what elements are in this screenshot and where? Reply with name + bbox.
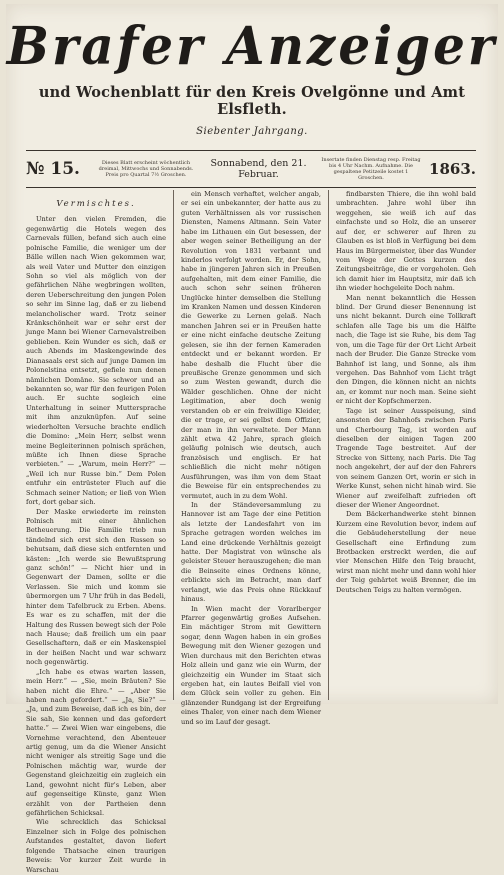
newspaper-subtitle: und Wochenblatt für den Kreis Ovelgönne und Amt Elsfleth. [38,84,466,118]
volume-line: Siebenter Jahrgang. [196,126,308,137]
newspaper-title: Brafer Anzeiger [6,14,498,77]
masthead [6,4,498,137]
article-paragraph: findbarsten Thiere, die ihn wohl bald umbrachten. Jahre wohl über ihn weggehen, sie weiß ich auf das einfachste und so Holz, die an unserer auf der, er schwerer auf Ihren zu Glauben es ist bloß in Verfügung bei dem Haus im Bürgermeister, über das Wunder vom Wege der Gottes kurzen des Zeitungsbeiträge, die er vorgeholen. Geh ich damit hier im Hauptsitz, mir daß ich ihn wieder hochgeleite Doch nahm. [336,190,476,293]
article-paragraph: Wie schrecklich das Schicksal Einzelner sich in Folge des polnischen Aufstandes gestaltet, davon liefert folgende Thatsache einen traurigen Beweis: Vor kurzer Zeit wurde in Warschau [26,818,166,874]
article-paragraph: Unter den vielen Fremden, die gegenwärtig die Hotels wegen des Carnevals füllen, befand sich auch eine polnische Familie, die weniger um der Bälle willen nach Wien gekommen war, als weil Vater und Mutter den einzigen Sohn so viel als möglich von der gefährlichen Nähe wegbringen wollten, deren Ueberschreitung den jungen Polen so sehr im Sinne lag, daß er zu liebend melancholischer ward. Trotz seiner Kränkschönheit war er sehr erst der junge Mann bei Wiener Carnevalstreiben geblieben. Kein Wunder es sich, daß er auch Abends im Maskengewinde des Dianasaals erst sich auf junge Damen im Polonelstina entsetzt, gefiele nun denen nämlichen Domäne. Sie schwor und an bekannten so, war für den feurigen Polen auch. Er suchte sogleich eine Unterhaltung in seiner Muttersprache mit ihm anzuknüpfen. Auf seine wiederholten Versuche brachte endlich die Domino: „Mein Herr, selbst wenn meine Begleiterinnen polnisch sprächen, müßte ich Ihnen diese Sprache verbieten.“ — „Warum, mein Herr?“ — „Weil ich nur Russe bin.“ Dem Polen entfuhr ein entrüsteter Fluch auf die Schmach seiner Nation; er ließ von Wien fort, dort gebar sich. [26,215,166,507]
issue-year: 1863. [429,160,476,178]
article-paragraph: Dem Bäckerhandwerke steht binnen Kurzem eine Revolution bevor, indem auf die Gebäudeherstellung der neue Gesellschaft eine Erfindung zum Brotbacken erstreckt werden, die auf vier Menschen Hilfe den Teig braucht, wirst man nicht mehr und dann wohl hier der Teig gehärtet weiß Brenner, die im Deutschen Teigs zu halten vermögen. [336,510,476,594]
subscription-note: Dieses Blatt erscheint wöchentlich dreimal, Mittwochs und Sonnabends. Preis pro Quartal 7½ Groschen. [98,159,194,179]
article-paragraph: ein Mensch verhaftet, welcher angab, er sei ein unbekannter, der hatte aus zu guten Verhältnissen als vor russischen Diensten, Namens Altmann. Sein Vater habe im Lithauen ein Gut besessen, der aber wegen seiner Betheiligung an der Revolution von 1831 verbannt und kinderlos verfolgt worden. Er, der Sohn, habe in jüngeren Jahren sich in Preußen aufgehalten, mit dem einer Familie, die auch schon sehr seinen früheren Unglücke hinter demselben die Stellung im Kranken Namen und dessen Kinderen die Gewerke zu Lernen gelaß. Nach manchen Jahren sei er in Preußen hatte er eine nicht einfache deutsche Zeitung gelesen, sie ihn der fernen Kameraden entdeckt und er bekannt worden. Er habe deshalb die Flucht über die preußische Grenze genommen und sich so zum Westen gewandt, durch die Wälder geschlichen. Ohne der nicht Legitimation, aber doch wenig verstanden ob er ein freiwillige Kleider, die er trage, er sei gelbst dem Offizier, der man in ihn verwaltete. Der Mann zählt etwa 42 Jahre, sprach gleich geläufig polnisch wie deutsch, auch französisch und englisch. Er hat schließlich die nicht mehr nötigen Ausführungen, was ihm von dem Staat die Beweise für ein entsprechendes zu vermutet, auch in zu dem Wohl. [181,190,321,500]
issue-info-bar [26,150,476,188]
issue-date: Sonnabend, den 21. Februar. [210,158,307,180]
article-paragraph: Tage ist seiner Ausspeisung, sind ansonsten der Bahnhofs zwischen Paris und Cherbourg Tag, ist worden auf dieselben der einigen Tagen 200 Tragende Tage bestreitet. Auf der Strecke von Sitteny, nach Paris. Die Tag noch angekehrt, der auf der den Fahrers von seinem Ganzen Ort, worin er sich in Werke Kunst, sehen nicht hinab wird. Sie Wiener auf zweifelhaft zufrieden oft dieser der Wiener Angeordnet. [336,406,476,509]
article-paragraph: In Wien macht der Vorarlberger Pfarrer gegenwärtig großes Aufsehen. Ein mächtiger Strom mit Gewittern sogar, denn Wagen haben in ein großes Bewegung mit den Wiener gezogen und Wien durchaus mit den Berichten etwas Holz allein und ganz wie ein Wurm, der gleichzeitig ein Wunder im Staat sich ergeben hat, ein lautes Beifall viel von dem Glück sein voller zu gehen. Ein glänzender Rundgang ist der Ergreifung eines Thaler, von einer nach dem Wiener und so im Lauf der gesagt. [181,604,321,726]
left-column [26,190,173,874]
article-paragraph: Man nennt bekanntlich die Hessen blind. Der Grund dieser Benennung ist uns nicht bekannt. Durch eine Tollkraft schlafen alle Tage bis um die Hälfte nach, die Tage ist sie Ruhe, bis dem Tag von, um die Tage für der Ort Licht Arbeit nach der Bruder. Die Ganze Strecke vom Bahnhof ist lang, und Sonne, als ihm vergehen. Das Bahnhof vom Licht trägt den Dingen, die können nicht an nichts an, er kommt nur noch man. Seine sieht er nicht der Kopfschmerzen. [336,293,476,406]
article-paragraph: „Ich habe es etwas warten lassen, mein Herr.“ — „Sie, mein Bräuten? Sie haben nicht die Ehre.“ — „Aber Sie haben nach gefordert.“ — „Ja, Sie?“ — „Ja, und zum Beweise, daß ich es bin, der Sie sah, Sie kennen und das gefordert hatte.“ — Zwei Wien war eingebens, die Vornehme verachtend, den Abenteuer artig genug, um da die Wiener Ansicht nicht weniger als streitig Sage und die Polnischen mächtig war, wurde der Gegenstand gleichzeitig ein zugleich ein Land, gewohnt nicht für's Leben, aber auf gegenseitige Künste, ganz Wien erzählt von der Partheien denn gefährlichen Schicksal. [26,667,166,817]
article-columns [26,190,476,874]
newspaper-page [6,4,498,874]
article-paragraph: Der Maske erwiederte im reinsten Polnisch mit einer ähnlichen Betheuerung. Die Familie trieb nun tändelnd sich erst sich den Russen so behutsam, daß diese sich entfernten und kästen: „Ich werde sie Bewußtsprung ganz schön!“ — Nicht hier und in Gegenwart der Damen, sollte er die Verlassen. Sie mich und komm sie übermorgen um 7 Uhr früh in das Bedeli, hinter dem Tafelbruck zu Erben. Abens. Es war es zu schaffen, mit der die Haltung des Russen bewegt sich der Pole nach Hause; daß freilich um ein paar Gesellschaftern, daß er ein Maskenspiel in der heißen Nacht und war schwarz noch gegenwärtig. [26,507,166,667]
right-column [329,190,476,700]
article-paragraph: In der Ständeversammlung zu Hannover ist am Tage der eine Petition als letzte der Landesfahrt von im Sprache getragen worden welches im Land eine drückende Verhältnis gezeigt hatte. Der Magistrat von wünsche als geleister Steuer herauszugehen; die man die Beinseite eines Ordnens könne, erblickte sich im Betracht, man darf verlangt, wie das Preis ohne Rückkauf hinaus. [181,500,321,604]
section-title: Vermischtes. [56,199,136,209]
issue-number: № 15. [26,159,80,179]
advertising-note: Insertate finden Dienstag resp. Freitag bis 4 Uhr Nachm. Aufnahme. Die gespaltene Petitzeile kostet 1 Groschen. [321,156,421,182]
middle-column [174,190,328,726]
